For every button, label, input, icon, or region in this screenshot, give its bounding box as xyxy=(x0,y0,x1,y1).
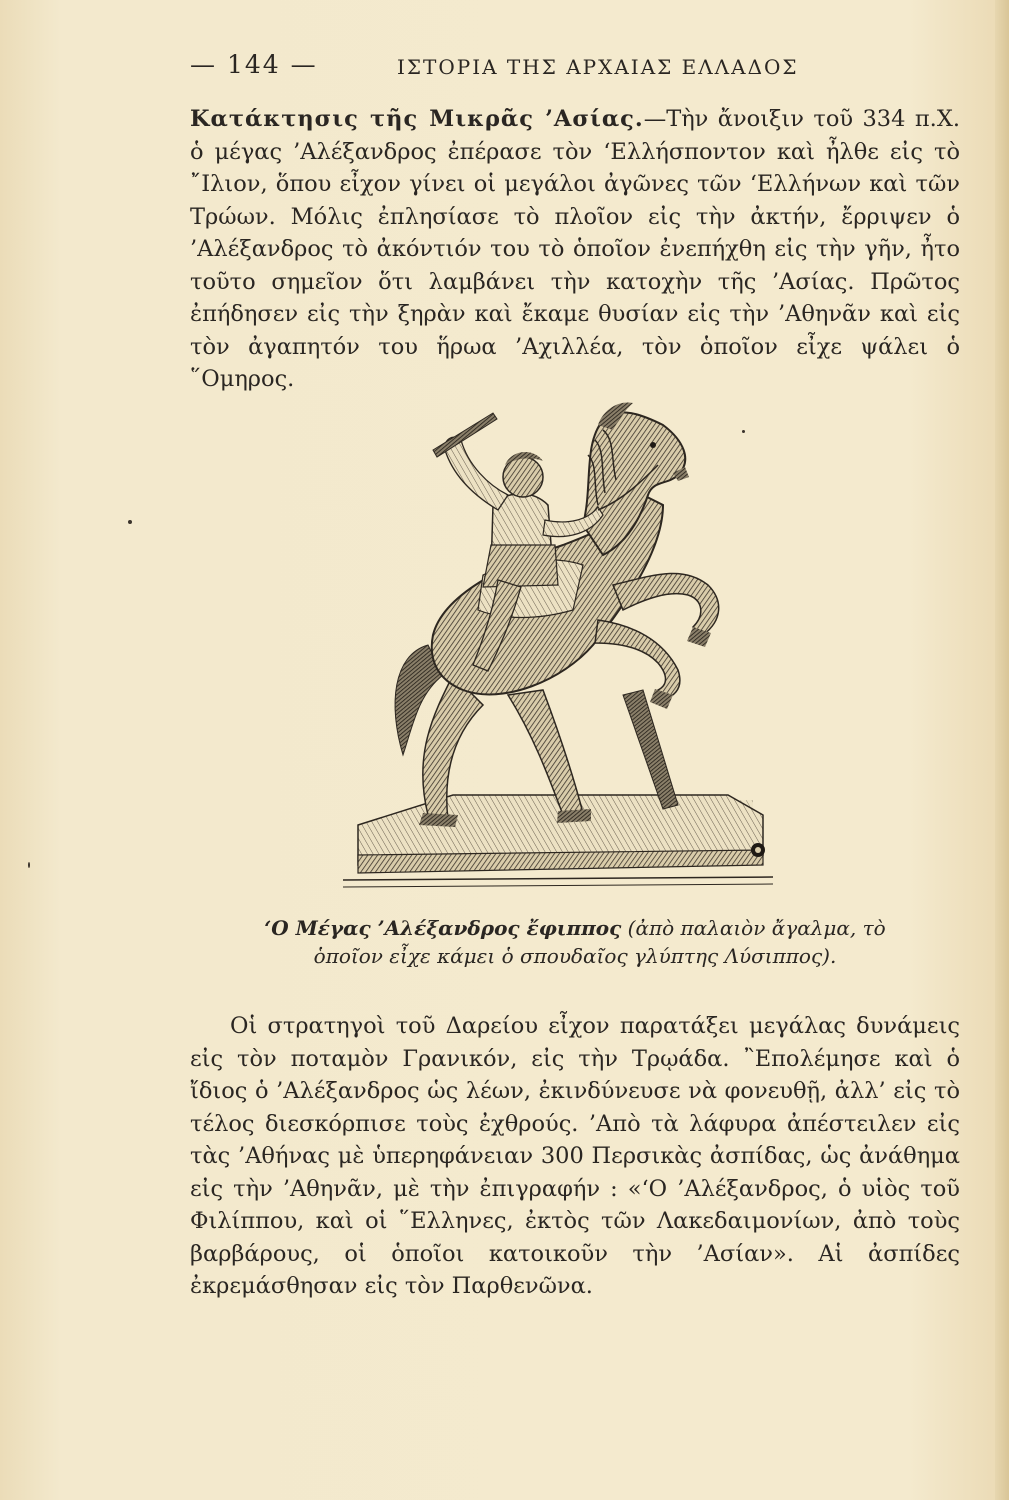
statue-illustration xyxy=(333,395,773,895)
running-head: ΙΣΤΟΡΙΑ ΤΗΣ ΑΡΧΑΙΑΣ ΕΛΛΑΔΟΣ xyxy=(397,55,799,79)
paragraph-body: —Τὴν ἄνοιξιν τοῦ 334 π.Χ. ὁ μέγας ’Αλέξανδρος ἐπέρασε τὸν ‘Ελλήσποντον καὶ ἦλθε εἰς τὸ ῎Ιλιον, ὅπου εἶχον γίνει οἱ μεγάλοι ἀγῶνες τῶν ‘Ελλήνων καὶ τῶν Τρώων. Μόλις ἐπλησίασε τὸ πλοῖον εἰς τὴν ἀκτήν, ἔρριψεν ὁ ’Αλέξανδρος τὸ ἀκόντιόν του τὸ ὁποῖον ἐνεπήχθη εἰς τὴν γῆν, ἦτο τοῦτο σημεῖον ὅτι λαμβάνει τὴν κατοχὴν τῆς ’Ασίας. Πρῶτος ἐπήδησεν εἰς τὴν ξηρὰν καὶ ἔκαμε θυσίαν εἰς τὴν ’Αθηνᾶν καὶ εἰς τὸν ἀγαπητόν του ἥρωα ’Αχιλλέα, τὸν ὁποῖον εἶχε ψάλει ὁ ῞Ομηρος. xyxy=(190,106,960,392)
page-edge xyxy=(995,0,1009,1500)
caption-title: ‘Ο Μέγας ’Αλέξανδρος ἔφιππος xyxy=(264,916,622,940)
paragraph-granicus xyxy=(190,1010,960,1303)
paragraph-body: Οἱ στρατηγοὶ τοῦ Δαρείου εἶχον παρατάξει μεγάλας δυνάμεις εἰς τὸν ποταμὸν Γρανικόν, εἰς τὴν Τρῳάδα. ῍Επολέμησε καὶ ὁ ἴδιος ὁ ’Αλέξανδρος ὡς λέων, ἐκινδύνευσε νὰ φονευθῇ, ἀλλ’ εἰς τὸ τέλος διεσκόρπισε τοὺς ἐχθρούς. ’Απὸ τὰ λάφυρα ἀπέστειλεν εἰς τὰς ’Αθήνας μὲ ὑπερηφάνειαν 300 Περσικὰς ἀσπίδας, ὡς ἀνάθημα εἰς τὴν ’Αθηνᾶν, μὲ τὴν ἐπιγραφήν : «‘Ο ’Αλέξανδρος, ὁ υἱὸς τοῦ Φιλίππου, καὶ οἱ ῞Ελληνες, ἐκτὸς τῶν Λακεδαιμονίων, ἀπὸ τοὺς βαρβάρους, οἱ ὁποῖοι κατοικοῦν τὴν ’Ασίαν». Αἱ ἀσπίδες ἐκρεμάσθησαν εἰς τὸν Παρθενῶνα. xyxy=(190,1013,960,1299)
caption-text: (ἀπὸ παλαιὸν ἄγαλμα, τὸ ὁποῖον εἶχε κάμει ὁ σπουδαῖος γλύπτης Λύσιππος). xyxy=(313,916,886,968)
paragraph-conquest xyxy=(190,103,960,396)
print-speck xyxy=(128,520,132,524)
engraving-image xyxy=(333,395,773,895)
page-header xyxy=(190,46,830,86)
page-number: — 144 — xyxy=(190,50,318,79)
figure-caption xyxy=(250,914,900,970)
section-title: Κατάκτησις τῆς Μικρᾶς ’Ασίας. xyxy=(190,106,644,132)
print-speck xyxy=(28,862,30,868)
print-speck xyxy=(742,430,745,433)
